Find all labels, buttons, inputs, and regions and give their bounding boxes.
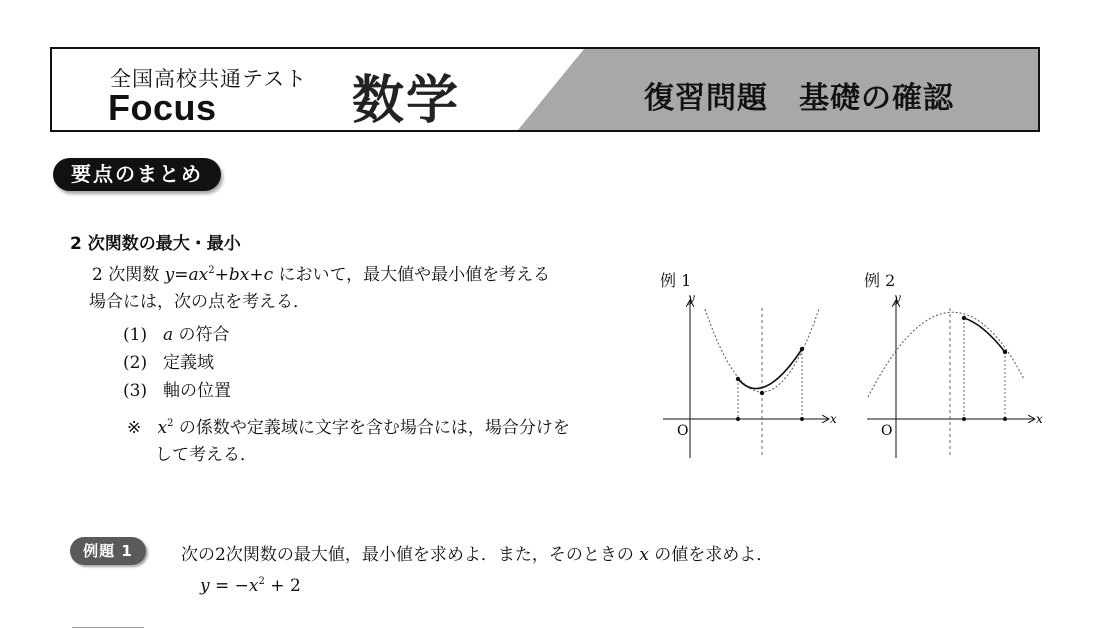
- point-number: (3): [123, 381, 148, 401]
- note-var: x: [157, 418, 168, 438]
- parabola-solid-segment: [964, 318, 1005, 352]
- intro-eq-y: y: [164, 265, 175, 285]
- subject-title: 数学: [352, 70, 461, 131]
- example-badge: 例題 1: [70, 537, 146, 565]
- vertex-dot: [760, 391, 764, 395]
- graph-label: 例 2: [864, 271, 896, 290]
- x-axis-label: x: [1036, 412, 1043, 426]
- example-equation: [200, 576, 301, 596]
- endpoint-dot: [1003, 350, 1007, 354]
- parabola-dashed: [868, 312, 1024, 397]
- summary-label-pill: 要点のまとめ: [53, 158, 221, 191]
- intro-line-1: [92, 260, 550, 285]
- x-tick-dot: [1003, 417, 1007, 421]
- intro-eq-ax: ax: [188, 265, 209, 285]
- y-axis-label: y: [894, 291, 901, 305]
- intro-line-2: 場合には，次の点を考える．: [89, 292, 310, 312]
- intro-eq-rest: +bx+c: [214, 265, 274, 285]
- header-banner: [50, 47, 1040, 132]
- eq-y: y: [200, 576, 210, 596]
- eq-equals: =: [215, 576, 230, 596]
- example-text-1: 次の2次関数の最大値，最小値を求めよ．また，そのときの: [181, 545, 634, 565]
- point-var: a: [163, 325, 174, 345]
- point-text: 軸の位置: [163, 381, 231, 401]
- topic-heading: 2 次関数の最大・最小: [70, 234, 241, 254]
- origin-label: O: [881, 423, 893, 439]
- example-var: x: [639, 545, 649, 565]
- note-square: 2: [167, 418, 174, 429]
- x-tick-dot: [962, 417, 966, 421]
- point-item-3: [123, 376, 231, 401]
- x-axis-label: x: [830, 412, 837, 426]
- graph-example-2: [864, 268, 1054, 463]
- eq-rest: + 2: [270, 576, 301, 596]
- note-mark: ※: [127, 418, 142, 438]
- origin-label: O: [677, 423, 689, 439]
- note-line-2: して考える．: [155, 445, 257, 465]
- x-tick-dot: [800, 417, 804, 421]
- eq-square: 2: [258, 576, 265, 587]
- intro-eq-square: 2: [208, 265, 215, 276]
- section-title: 復習問題 基礎の確認: [644, 81, 954, 116]
- point-text: 定義域: [163, 353, 214, 373]
- point-number: (1): [123, 325, 148, 345]
- endpoint-dot: [736, 377, 740, 381]
- point-item-1: [123, 320, 230, 345]
- bottom-divider: [72, 627, 144, 628]
- brand-logo-text: Focus: [108, 87, 217, 128]
- intro-eq-equals: =: [174, 265, 189, 285]
- intro-text-2: において，最大値や最小値を考える: [278, 265, 551, 285]
- eq-minus: −: [234, 576, 249, 596]
- series-name: 全国高校共通テスト: [110, 67, 308, 91]
- point-text: の符合: [178, 325, 230, 345]
- point-number: (2): [123, 353, 148, 373]
- parabola-downward-graph: [864, 268, 1054, 463]
- endpoint-dot: [800, 347, 804, 351]
- point-item-2: [123, 348, 214, 373]
- example-question: [181, 540, 773, 565]
- graph-example-1: [660, 268, 850, 463]
- graph-label: 例 1: [660, 271, 692, 290]
- endpoint-dot: [962, 316, 966, 320]
- parabola-upward-graph: [660, 268, 850, 463]
- note-line-1: [127, 413, 570, 438]
- y-axis-label: y: [688, 291, 695, 305]
- eq-x: x: [248, 576, 259, 596]
- intro-text-1: 2 次関数: [92, 265, 160, 285]
- note-text-1: の係数や定義域に文字を含む場合には，場合分けを: [178, 418, 570, 438]
- x-tick-dot: [736, 417, 740, 421]
- example-text-2: の値を求めよ．: [654, 545, 774, 565]
